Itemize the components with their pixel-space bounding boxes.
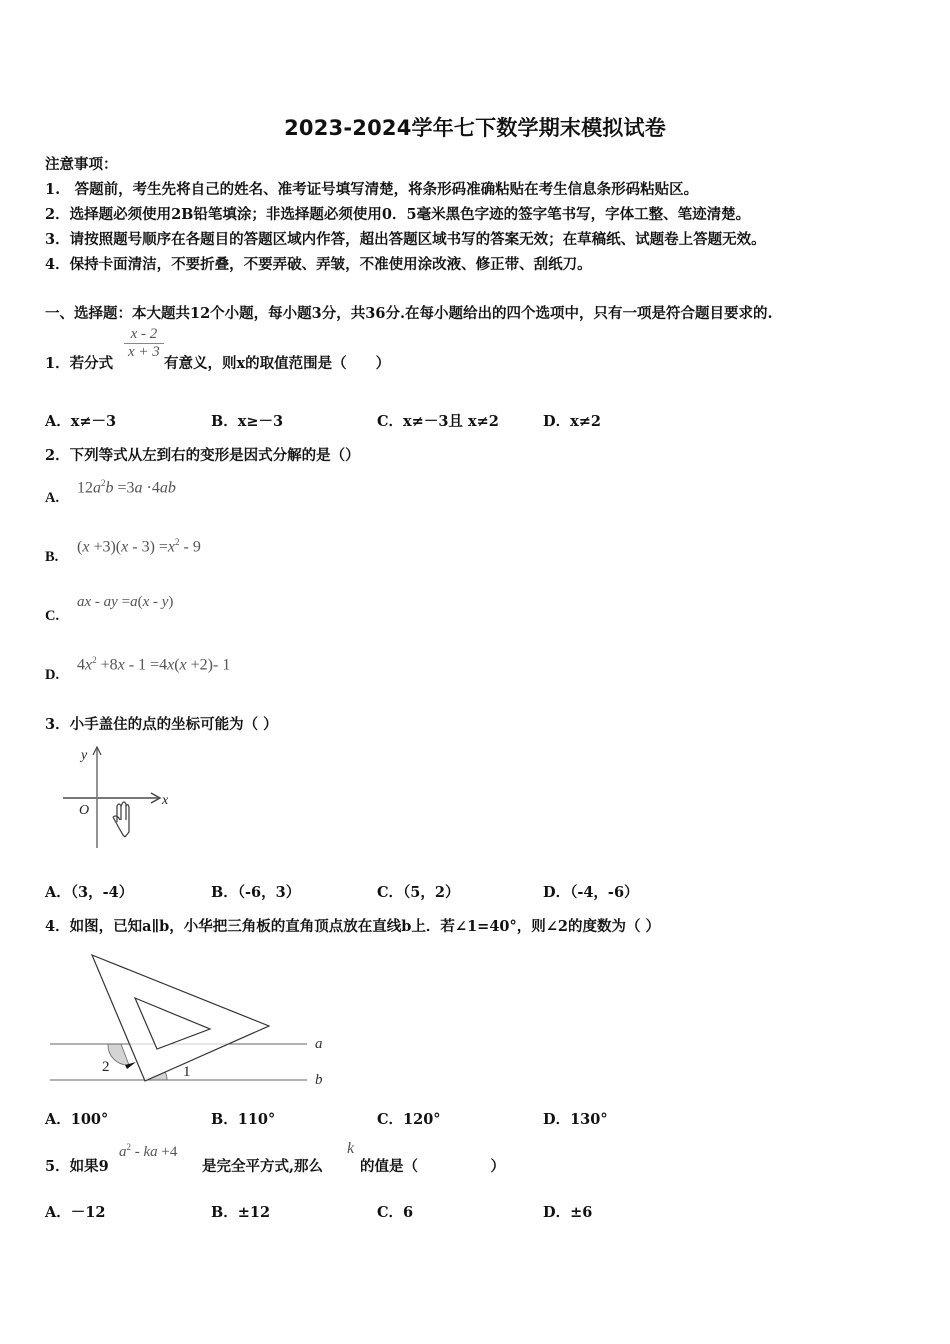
- note-item-3: 3．请按照题号顺序在各题目的答题区域内作答，超出答题区域书写的答案无效；在草稿纸、试题卷上答题无效。: [45, 231, 766, 248]
- note-item-4: 4．保持卡面清洁，不要折叠，不要弄破、弄皱，不准使用涂改液、修正带、刮纸刀。: [45, 256, 592, 273]
- note-item-1: 1. 答题前，考生先将自己的姓名、准考证号填写清楚，将条形码准确粘贴在考生信息条形码粘贴区。: [45, 181, 699, 198]
- question-5-option-b[interactable]: B．±12: [211, 1204, 271, 1221]
- page-title: 2023-2024学年七下数学期末模拟试卷: [284, 116, 666, 140]
- question-5-suffix: 的值是（ ）: [360, 1158, 505, 1175]
- question-5-prefix: 5．如果9: [45, 1158, 109, 1175]
- question-1-option-c[interactable]: C．x≠－3且 x≠2: [377, 413, 499, 430]
- note-item-2: 2．选择题必须使用2B铅笔填涂；非选择题必须使用0．5毫米黑色字迹的签字笔书写，字体工整、笔迹清楚。: [45, 206, 751, 223]
- question-4-option-a[interactable]: A．100°: [45, 1111, 109, 1128]
- angle-1-label: 1: [183, 1064, 191, 1080]
- question-2-option-d-label[interactable]: D.: [45, 667, 60, 683]
- question-2-option-d-expr: $4x^2 +8x - 1 =4x(x +2)-$ 1: [77, 655, 231, 674]
- question-4-option-d[interactable]: D．130°: [543, 1111, 608, 1128]
- question-1-fraction: [124, 326, 164, 361]
- question-3-option-a[interactable]: A．（3，-4）: [45, 884, 134, 901]
- question-4-stem: 4．如图，已知a∥b，小华把三角板的直角顶点放在直线b上．若∠1=40°，则∠2的度数为（ ）: [45, 918, 661, 935]
- question-1-option-b[interactable]: B．x≥－3: [211, 413, 284, 430]
- question-2-stem: 2．下列等式从左到右的变形是因式分解的是（）: [45, 447, 360, 464]
- question-2-option-c-label[interactable]: C.: [45, 608, 60, 624]
- line-a-label: a: [315, 1036, 323, 1052]
- question-3-option-d[interactable]: D．（-4，-6）: [543, 884, 639, 901]
- angle-2-label: 2: [102, 1059, 110, 1075]
- question-4-option-c[interactable]: C．120°: [377, 1111, 441, 1128]
- question-3-option-c[interactable]: C．（5，2）: [377, 884, 460, 901]
- question-1-option-a[interactable]: A．x≠－3: [45, 413, 117, 430]
- question-2-option-a-expr: $12a^2b =3a \cdot 4ab$: [77, 478, 176, 497]
- question-2-option-b-expr: $(x +3)(x - 3) =x^2 - 9$: [77, 537, 201, 556]
- question-2-option-a-label[interactable]: A.: [45, 490, 60, 506]
- section-heading: 一、选择题：本大题共12个小题，每小题3分，共36分.在每小题给出的四个选项中，只有一项是符合题目要求的.: [45, 305, 773, 322]
- question-4-option-b[interactable]: B．110°: [211, 1111, 276, 1128]
- question-3-stem: 3．小手盖住的点的坐标可能为（ ）: [45, 716, 278, 733]
- triangle-ruler-figure: [45, 945, 345, 1090]
- x-axis-label: x: [162, 793, 169, 808]
- coordinate-plane-figure: [55, 742, 185, 854]
- fraction-denominator: x + 3: [128, 344, 160, 360]
- question-2-option-c-expr: ax - ay =a(x - y): [77, 594, 174, 610]
- question-5-variable: k: [347, 1140, 355, 1157]
- question-5-middle: 是完全平方式,那么: [202, 1158, 324, 1175]
- question-5-option-a[interactable]: A．－12: [45, 1204, 106, 1221]
- question-5-option-d[interactable]: D．±6: [543, 1204, 593, 1221]
- line-b-label: b: [315, 1072, 323, 1088]
- question-5-option-c[interactable]: C．6: [377, 1204, 414, 1221]
- question-1-prefix: 1．若分式: [45, 355, 114, 372]
- origin-label: O: [79, 803, 90, 818]
- question-2-option-b-label[interactable]: B.: [45, 549, 59, 565]
- question-1-option-d[interactable]: D．x≠2: [543, 413, 601, 430]
- fraction-numerator: x - 2: [124, 326, 164, 344]
- notes-heading: 注意事项：: [45, 156, 118, 173]
- hand-icon: [113, 802, 129, 837]
- question-1-suffix: 有意义，则x的取值范围是（ ）: [164, 355, 391, 372]
- question-3-option-b[interactable]: B．（-6，3）: [211, 884, 301, 901]
- y-axis-label: y: [81, 748, 88, 763]
- question-5-expression: $a^2$ - ka +4: [119, 1142, 178, 1160]
